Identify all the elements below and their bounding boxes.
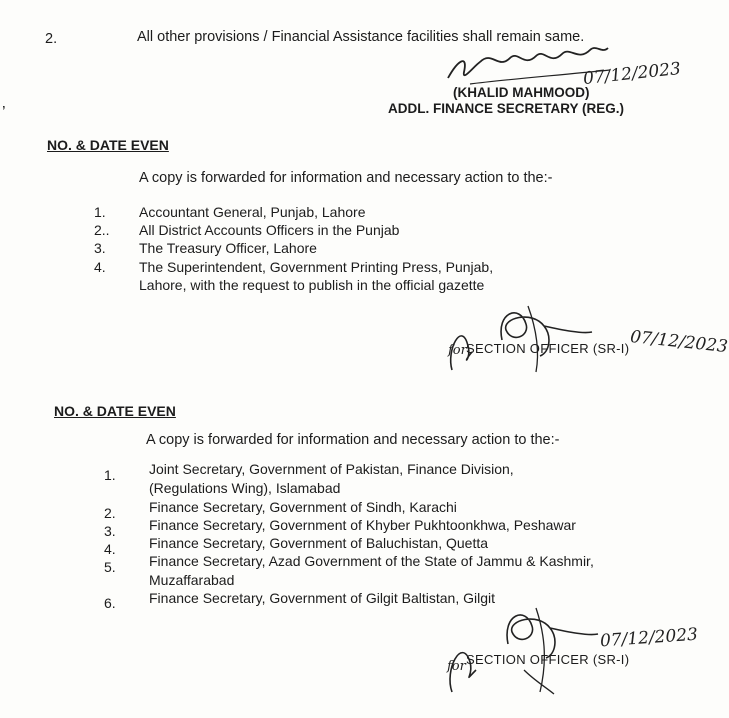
list-item: Finance Secretary, Azad Government of the State of Jammu & Kashmir, [149,553,594,569]
list-item-number: 4. [94,259,106,275]
list-item: Accountant General, Punjab, Lahore [139,204,366,220]
for-prefix: for [448,343,467,358]
margin-mark: ’ [2,104,6,121]
list-item-number: 3. [94,240,106,256]
section-officer-title: SECTION OFFICER (SR-I) [466,341,630,356]
list-item: The Superintendent, Government Printing Press, Punjab, [139,259,494,275]
list-item: Finance Secretary, Government of Khyber Pukhtoonkhwa, Peshawar [149,517,576,533]
section-officer-title: SECTION OFFICER (SR-I) [466,652,630,667]
paragraph-text: All other provisions / Financial Assistance facilities shall remain same. [137,29,585,45]
list-item-number: 2.. [94,222,110,238]
list-item-continuation: Lahore, with the request to publish in the official gazette [139,277,485,293]
list-item-number: 3. [104,523,116,539]
list-item: The Treasury Officer, Lahore [139,240,317,256]
list-item: Finance Secretary, Government of Baluchistan, Quetta [149,535,489,551]
signoff-date: 07/12/2023 [629,326,729,358]
list-item-number: 1. [104,467,116,483]
signatory-name: (KHALID MAHMOOD) [453,85,590,100]
section-officer-signature-1 [432,300,632,380]
list-item-continuation: Muzaffarabad [149,572,235,588]
list-item-number: 2. [104,505,116,521]
list-item: Finance Secretary, Government of Gilgit Baltistan, Gilgit [149,590,495,606]
signatory-designation: ADDL. FINANCE SECRETARY (REG.) [388,101,625,116]
list-item: Finance Secretary, Government of Sindh, Karachi [149,499,457,515]
list-item-number: 5. [104,559,116,575]
paragraph-number: 2. [45,31,58,47]
list-item-continuation: (Regulations Wing), Islamabad [149,480,341,496]
signoff-date: 07/12/2023 [599,624,699,652]
section2-intro: A copy is forwarded for information and necessary action to the:- [146,432,560,448]
section2-heading: NO. & DATE EVEN [54,403,176,419]
list-item: Joint Secretary, Government of Pakistan, Finance Division, [149,461,514,477]
signature-date: 07/12/2023 [582,58,682,90]
for-prefix: for [447,659,466,674]
list-item-number: 1. [94,204,106,220]
list-item: All District Accounts Officers in the Punjab [139,222,400,238]
section1-intro: A copy is forwarded for information and necessary action to the:- [139,170,553,186]
list-item-number: 6. [104,595,116,611]
section1-heading: NO. & DATE EVEN [47,137,169,153]
list-item-number: 4. [104,541,116,557]
